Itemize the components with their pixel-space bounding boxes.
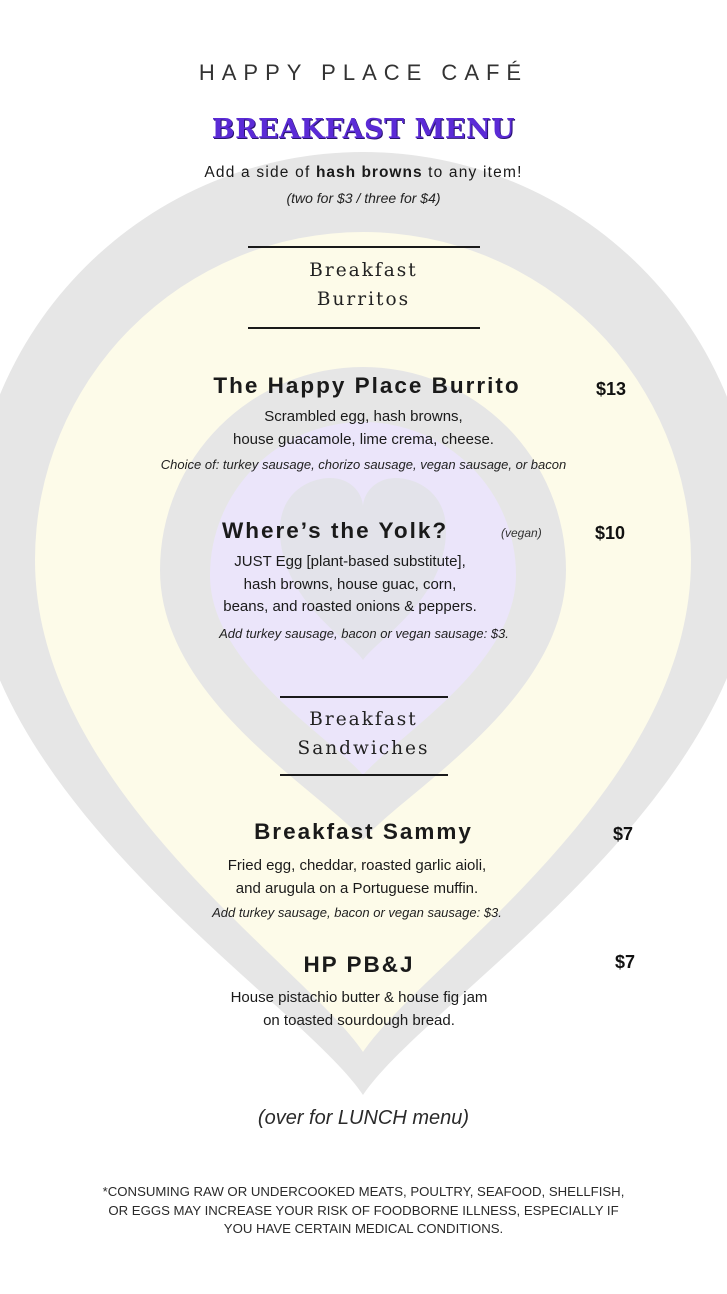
cafe-name: HAPPY PLACE CAFÉ (198, 60, 529, 85)
section-divider-bottom (280, 774, 448, 776)
disclaimer-line: OR EGGS MAY INCREASE YOUR RISK OF FOODBORNE ILLNESS, ESPECIALLY IF (108, 1202, 619, 1218)
side-offer-prefix: Add a side of (204, 164, 316, 181)
side-offer-bold: hash browns (315, 164, 423, 181)
item-price: $7 (613, 824, 634, 844)
desc-line: beans, and roasted onions & peppers. (223, 598, 477, 615)
menu-title: BREAKFAST MENU (211, 114, 516, 145)
side-price: (two for $3 / three for $4) (286, 190, 441, 206)
item-price: $10 (595, 523, 626, 543)
desc-line: on toasted sourdough bread. (263, 1011, 455, 1029)
desc-line: JUST Egg [plant-based substitute], (234, 553, 466, 570)
section-divider-bottom (248, 327, 480, 329)
item-note: Add turkey sausage, bacon or vegan sausage: $3. (212, 905, 502, 920)
item-description (0, 987, 718, 1032)
section-divider-top (280, 696, 448, 698)
side-offer (0, 164, 727, 182)
desc-line: House pistachio butter & house fig jam (230, 989, 488, 1006)
item-description (0, 551, 700, 619)
item-note: Choice of: turkey sausage, chorizo sausage, vegan sausage, or bacon (160, 457, 567, 472)
item-name: The Happy Place Burrito (213, 373, 521, 398)
section-title-line2: Burritos (316, 289, 411, 310)
section-title-line2: Sandwiches (297, 738, 430, 759)
over-for-lunch-note: (over for LUNCH menu) (257, 1107, 470, 1129)
section-title-burritos (0, 256, 727, 314)
item-description (0, 855, 714, 900)
disclaimer-line: *CONSUMING RAW OR UNDERCOOKED MEATS, POULTRY, SEAFOOD, SHELLFISH, (102, 1184, 625, 1199)
desc-line: and arugula on a Portuguese muffin. (235, 879, 479, 897)
section-title-line1: Breakfast (309, 260, 418, 281)
desc-line: Scrambled egg, hash browns, (264, 408, 463, 425)
section-title-line1: Breakfast (309, 709, 418, 730)
item-price: $7 (615, 952, 636, 972)
item-name: Breakfast Sammy (254, 819, 473, 844)
item-name: Where’s the Yolk? (222, 518, 449, 543)
item-tag: (vegan) (501, 526, 542, 540)
item-note: Add turkey sausage, bacon or vegan sausage: $3. (219, 626, 509, 641)
section-title-sandwiches (0, 705, 727, 763)
desc-line: house guacamole, lime crema, cheese. (233, 430, 494, 448)
desc-line: Fried egg, cheddar, roasted garlic aioli, (227, 857, 487, 874)
desc-line: hash browns, house guac, corn, (243, 575, 457, 593)
item-description (0, 406, 727, 451)
side-offer-suffix: to any item! (422, 164, 523, 181)
section-divider-top (248, 246, 480, 248)
food-safety-disclaimer (0, 1183, 727, 1239)
item-price: $13 (596, 379, 627, 399)
item-name: HP PB&J (303, 952, 415, 977)
disclaimer-line: YOU HAVE CERTAIN MEDICAL CONDITIONS. (223, 1221, 504, 1236)
